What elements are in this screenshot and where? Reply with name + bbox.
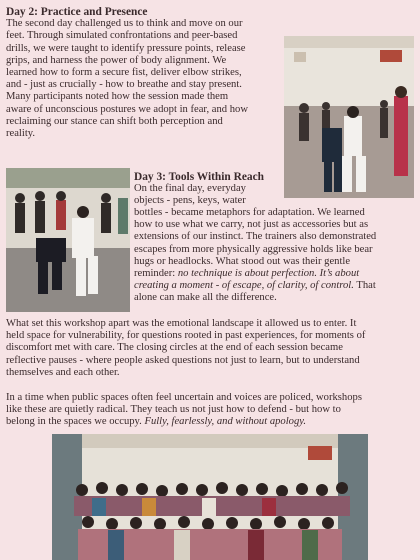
day3-line: how to use what we carry, not just as accessories but as — [134, 219, 369, 231]
closing-paragraph — [6, 392, 414, 429]
paragraph-line — [6, 416, 414, 428]
paragraph-line: like these are quietly radical. They teach us not just how to defend - but how to — [6, 404, 341, 416]
day2-line: drills, we were taught to identify pressure points, release — [6, 42, 246, 54]
day3-demonstration-photo — [6, 168, 130, 312]
day3-line — [134, 268, 414, 280]
day2-line: and - just as crucially - how to breathe and stay present. — [6, 79, 242, 91]
paragraph-line: What set this workshop apart was the emotional landscape it allowed us to enter. It — [6, 318, 357, 329]
day3-line — [134, 280, 414, 292]
day2-line: Many participants noted how the session made them — [6, 91, 229, 103]
day3-italic-quote: no technique is about perfection. It’s about — [177, 268, 360, 280]
paragraph-line: reflective pauses - where people asked questions not just to learn, but to understand — [6, 354, 360, 366]
day3-line: On the final day, everyday — [134, 183, 246, 195]
paragraph-line: discomfort met with care. The closing circles at the end of each session became — [6, 342, 343, 354]
day2-line: grips, and harness the power of body alignment. We — [6, 54, 227, 66]
day2-line: reality. — [6, 128, 36, 140]
day3-line: alone can make all the difference. — [134, 292, 277, 304]
day3-text: That — [353, 280, 376, 292]
day3-heading: Day 3: Tools Within Reach — [134, 171, 264, 183]
day2-line: reclaiming our stance can shift both perception and — [6, 115, 223, 127]
paragraph-line: themselves and each other. — [6, 366, 120, 378]
day2-line: aware of unconscious postures we adopt in fear, and how — [6, 103, 248, 115]
day2-heading: Day 2: Practice and Presence — [6, 6, 148, 18]
day3-line: hugs or headlocks. What stood out was their gentle — [134, 255, 351, 267]
day3-text: reminder: — [134, 268, 178, 280]
day3-line: extensions of our instinct. The trainers also demonstrated — [134, 231, 377, 243]
paragraph-line: In a time when public spaces often feel uncertain and voices are policed, workshops — [6, 392, 362, 403]
paragraph-text: belong in the spaces we occupy. — [6, 416, 145, 428]
workshop-reflection-paragraph — [6, 318, 414, 379]
group-photo — [52, 434, 368, 560]
day2-section — [6, 6, 280, 140]
closing-italic-phrase: Fully, fearlessly, and without apology. — [144, 416, 307, 428]
day2-line: feet. Through simulated confrontations and peer-based — [6, 30, 238, 42]
day3-line: objects - pens, keys, water — [134, 195, 246, 207]
paragraph-line: held space for vulnerability, for questions rooted in past experiences, for moments of — [6, 330, 366, 342]
day2-line: The second day challenged us to think and move on our — [6, 18, 243, 30]
day2-line: learned how to form a secure fist, deliver elbow strikes, — [6, 67, 242, 79]
day3-line: bottles - became metaphors for adaptation. We learned — [134, 207, 365, 218]
day3-section — [134, 171, 414, 208]
day3-italic-quote: creating a moment - of escape, of clarity, of control. — [134, 280, 354, 292]
day3-line: escapes from more physically aggressive holds like bear — [134, 243, 373, 255]
day3-section-continued — [134, 207, 414, 305]
